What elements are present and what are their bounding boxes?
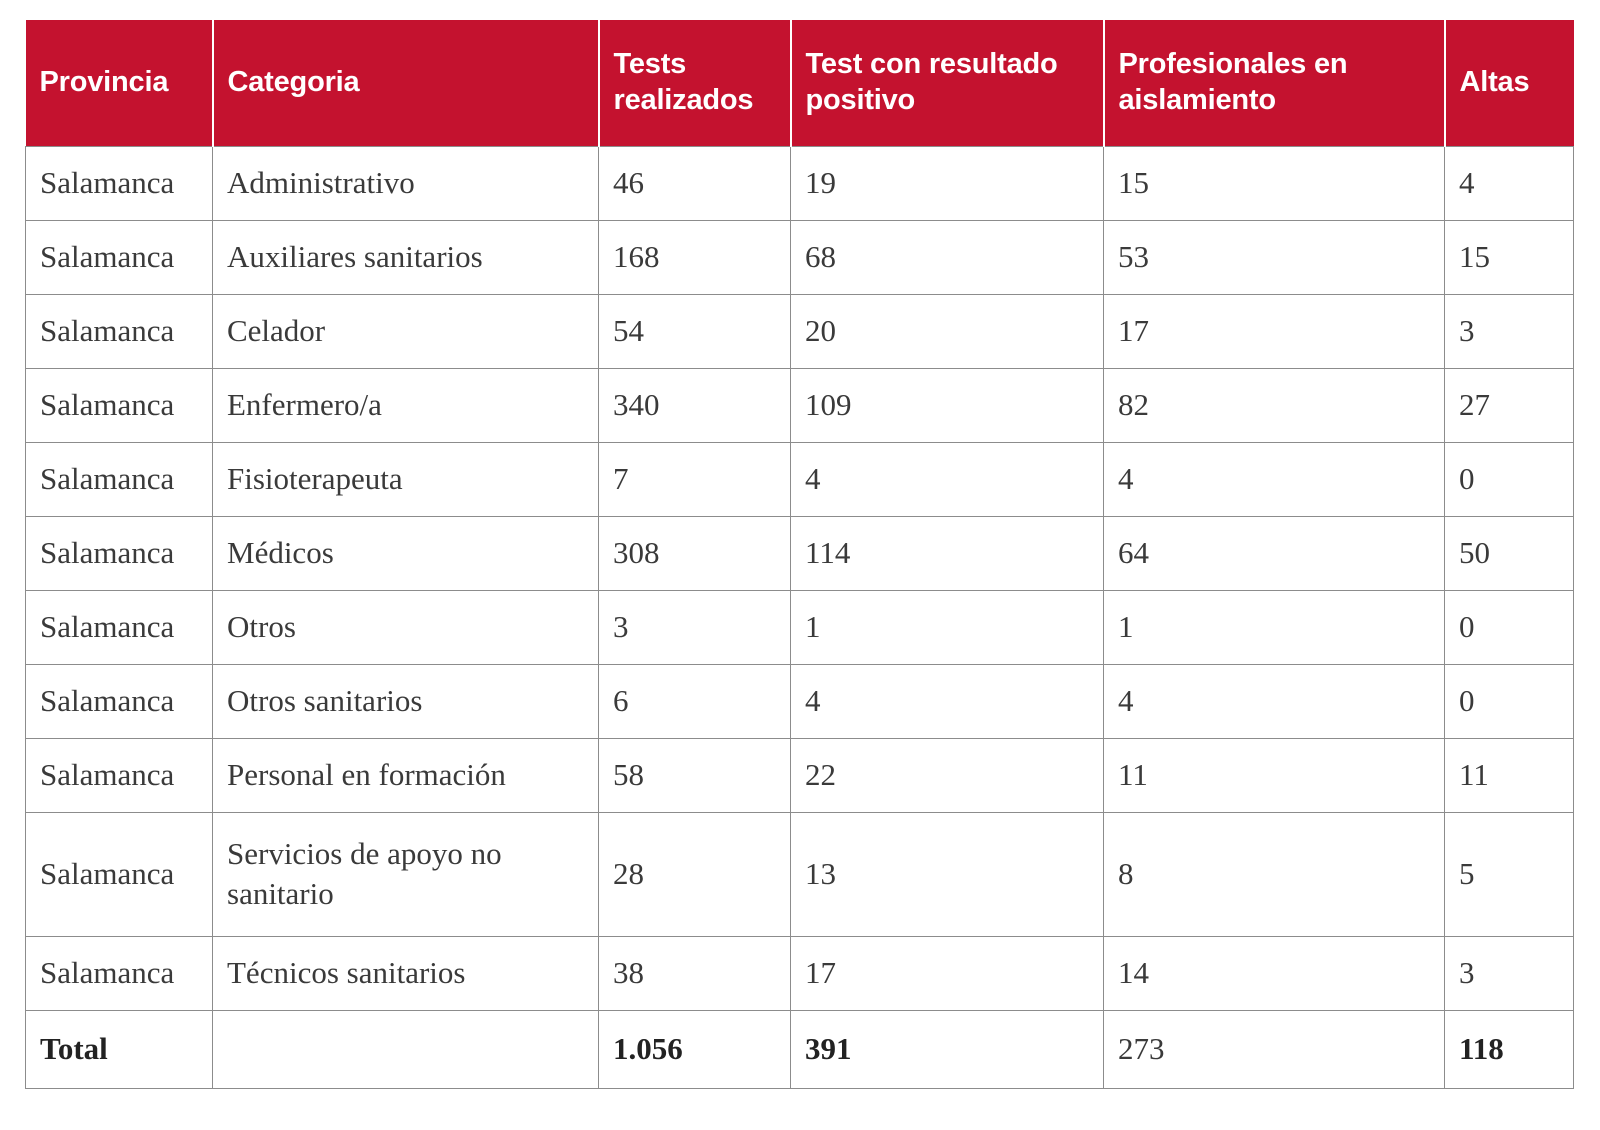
cell-altas: 3 bbox=[1445, 936, 1574, 1010]
cell-altas: 27 bbox=[1445, 368, 1574, 442]
cell-altas: 4 bbox=[1445, 146, 1574, 220]
cell-altas: 5 bbox=[1445, 812, 1574, 936]
cell-total-label: Total bbox=[26, 1010, 213, 1088]
cell-aislamiento: 64 bbox=[1104, 516, 1445, 590]
cell-positivos: 68 bbox=[791, 220, 1104, 294]
table-row bbox=[26, 146, 1574, 220]
cell-tests: 28 bbox=[599, 812, 791, 936]
cell-provincia: Salamanca bbox=[26, 590, 213, 664]
table-row bbox=[26, 936, 1574, 1010]
table-row bbox=[26, 812, 1574, 936]
cell-positivos: 109 bbox=[791, 368, 1104, 442]
cell-total-positivos: 391 bbox=[791, 1010, 1104, 1088]
cell-categoria: Servicios de apoyo no sanitario bbox=[213, 812, 599, 936]
cell-altas: 11 bbox=[1445, 738, 1574, 812]
cell-provincia: Salamanca bbox=[26, 442, 213, 516]
cell-altas: 0 bbox=[1445, 442, 1574, 516]
cell-provincia: Salamanca bbox=[26, 220, 213, 294]
cell-aislamiento: 53 bbox=[1104, 220, 1445, 294]
cell-positivos: 13 bbox=[791, 812, 1104, 936]
table-row bbox=[26, 738, 1574, 812]
cell-positivos: 4 bbox=[791, 664, 1104, 738]
table-row bbox=[26, 442, 1574, 516]
cell-tests: 54 bbox=[599, 294, 791, 368]
cell-tests: 58 bbox=[599, 738, 791, 812]
table-row bbox=[26, 220, 1574, 294]
cell-total-altas: 118 bbox=[1445, 1010, 1574, 1088]
table-total-row bbox=[26, 1010, 1574, 1088]
cell-categoria: Otros bbox=[213, 590, 599, 664]
cell-aislamiento: 15 bbox=[1104, 146, 1445, 220]
cell-aislamiento: 11 bbox=[1104, 738, 1445, 812]
cell-provincia: Salamanca bbox=[26, 516, 213, 590]
table-row bbox=[26, 294, 1574, 368]
cell-categoria: Médicos bbox=[213, 516, 599, 590]
cell-provincia: Salamanca bbox=[26, 368, 213, 442]
table-body bbox=[26, 146, 1574, 1088]
table-row bbox=[26, 590, 1574, 664]
cell-provincia: Salamanca bbox=[26, 812, 213, 936]
cell-categoria: Técnicos sanitarios bbox=[213, 936, 599, 1010]
table-row bbox=[26, 664, 1574, 738]
cell-aislamiento: 1 bbox=[1104, 590, 1445, 664]
covid-professionals-table bbox=[25, 20, 1574, 1089]
cell-tests: 7 bbox=[599, 442, 791, 516]
column-header-categoria[interactable]: Categoria bbox=[213, 20, 599, 146]
cell-categoria: Personal en formación bbox=[213, 738, 599, 812]
cell-total-tests: 1.056 bbox=[599, 1010, 791, 1088]
cell-altas: 3 bbox=[1445, 294, 1574, 368]
table-row bbox=[26, 368, 1574, 442]
table-head bbox=[26, 20, 1574, 146]
cell-aislamiento: 82 bbox=[1104, 368, 1445, 442]
cell-aislamiento: 4 bbox=[1104, 664, 1445, 738]
table-row bbox=[26, 516, 1574, 590]
column-header-provincia[interactable]: Provincia bbox=[26, 20, 213, 146]
cell-aislamiento: 17 bbox=[1104, 294, 1445, 368]
cell-categoria: Auxiliares sanitarios bbox=[213, 220, 599, 294]
column-header-altas[interactable]: Altas bbox=[1445, 20, 1574, 146]
cell-altas: 50 bbox=[1445, 516, 1574, 590]
table-container bbox=[25, 20, 1573, 1089]
cell-tests: 6 bbox=[599, 664, 791, 738]
cell-categoria: Enfermero/a bbox=[213, 368, 599, 442]
cell-tests: 340 bbox=[599, 368, 791, 442]
cell-altas: 0 bbox=[1445, 664, 1574, 738]
cell-tests: 38 bbox=[599, 936, 791, 1010]
cell-positivos: 1 bbox=[791, 590, 1104, 664]
cell-provincia: Salamanca bbox=[26, 294, 213, 368]
cell-aislamiento: 8 bbox=[1104, 812, 1445, 936]
cell-provincia: Salamanca bbox=[26, 738, 213, 812]
cell-aislamiento: 14 bbox=[1104, 936, 1445, 1010]
cell-total-categoria bbox=[213, 1010, 599, 1088]
cell-categoria: Fisioterapeuta bbox=[213, 442, 599, 516]
cell-tests: 308 bbox=[599, 516, 791, 590]
cell-positivos: 4 bbox=[791, 442, 1104, 516]
cell-altas: 0 bbox=[1445, 590, 1574, 664]
cell-positivos: 20 bbox=[791, 294, 1104, 368]
cell-categoria: Administrativo bbox=[213, 146, 599, 220]
cell-categoria: Celador bbox=[213, 294, 599, 368]
cell-tests: 3 bbox=[599, 590, 791, 664]
cell-positivos: 22 bbox=[791, 738, 1104, 812]
column-header-test-positivo[interactable]: Test con resultado positivo bbox=[791, 20, 1104, 146]
cell-altas: 15 bbox=[1445, 220, 1574, 294]
column-header-profesionales-aislamiento[interactable]: Profesionales en aislamiento bbox=[1104, 20, 1445, 146]
column-header-tests-realizados[interactable]: Tests realizados bbox=[599, 20, 791, 146]
cell-positivos: 114 bbox=[791, 516, 1104, 590]
cell-positivos: 17 bbox=[791, 936, 1104, 1010]
cell-aislamiento: 4 bbox=[1104, 442, 1445, 516]
cell-provincia: Salamanca bbox=[26, 664, 213, 738]
cell-provincia: Salamanca bbox=[26, 936, 213, 1010]
cell-categoria: Otros sanitarios bbox=[213, 664, 599, 738]
cell-provincia: Salamanca bbox=[26, 146, 213, 220]
cell-tests: 168 bbox=[599, 220, 791, 294]
cell-tests: 46 bbox=[599, 146, 791, 220]
cell-positivos: 19 bbox=[791, 146, 1104, 220]
cell-total-aislamiento: 273 bbox=[1104, 1010, 1445, 1088]
table-header-row bbox=[26, 20, 1574, 146]
